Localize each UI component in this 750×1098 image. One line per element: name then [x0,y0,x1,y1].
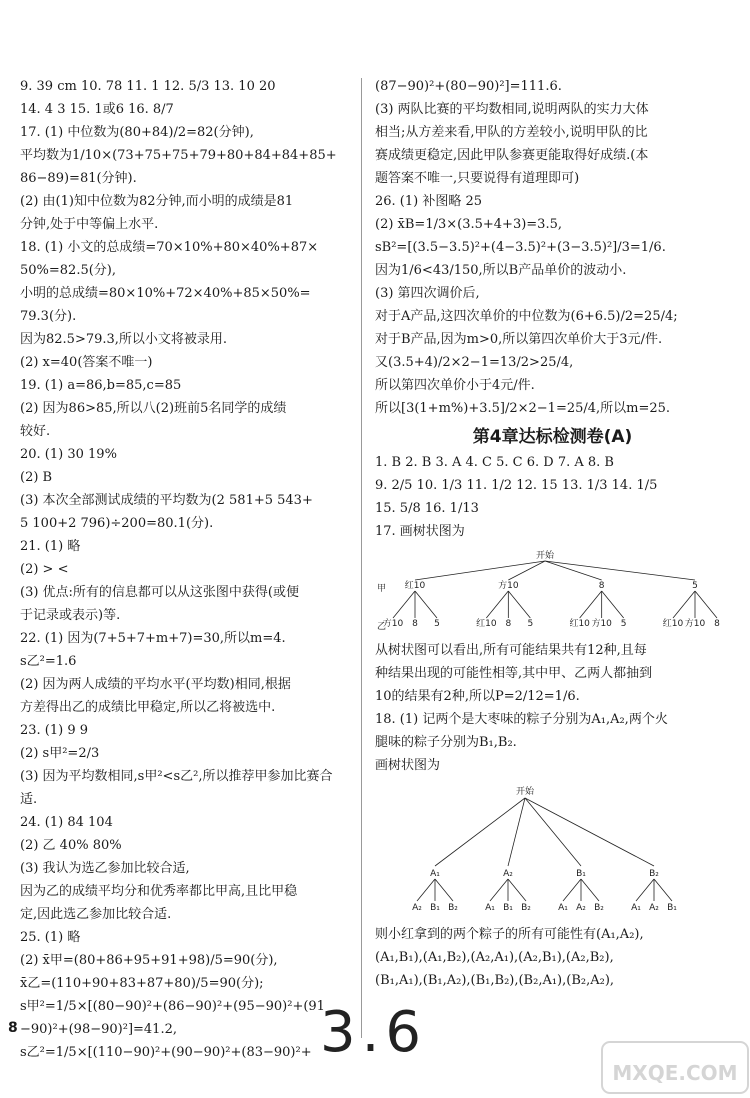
tree1-branch [508,591,530,618]
tree1-leaf: 红10 [662,619,684,629]
tree2-branch [654,879,672,901]
left-line: 较好. [20,424,51,439]
tree1-leaf: 8 [714,619,720,629]
tree1-row-label: 乙 [377,622,387,632]
left-line: (3) 优点:所有的信息都可以从这张图中获得(或便 [20,585,299,600]
tree2-node: A₂ [503,869,513,879]
tree2-branch [563,879,581,901]
tree2-branch [490,879,508,901]
left-line: 因为82.5>79.3,所以小文将被录用. [20,332,228,347]
left-line: (3) 因为平均数相同,s甲²<s乙²,所以推荐甲参加比赛合 [20,769,333,784]
right-after-tree1-line: 腿味的粽子分别为B₁,B₂. [375,735,517,750]
tree2-leaf: B₂ [448,903,458,913]
right-top-line: 所以[3(1+m%)+3.5]/2×2−1=25/4,所以m=25. [375,401,671,416]
left-line: 9. 39 cm 10. 78 11. 1 12. 5/3 13. 10 20 [20,79,276,94]
tree2-leaf: B₁ [667,903,677,913]
tree2-branch [581,879,599,901]
tree1-node: 红10 [404,581,426,591]
tree1-leaf: 8 [505,619,512,629]
left-line: (2) x̄甲=(80+86+95+91+98)/5=90(分), [20,953,278,968]
left-line: (2) s甲²=2/3 [20,746,100,761]
right-top-line: 所以第四次单价小于4元/件. [375,378,535,393]
right-after-tree1-line: 10的结果有2种,所以P=2/12=1/6. [375,689,580,704]
column-divider [361,78,362,1038]
right-top-line: (3) 第四次调价后, [375,286,480,301]
tree1-leaf: 8 [412,619,418,629]
left-line: 平均数为1/10×(73+75+75+79+80+84+84+85+ [20,148,337,163]
right-final-line: (B₁,A₁),(B₁,A₂),(B₁,B₂),(B₂,A₁),(B₂,A₂), [375,973,615,988]
tree1-branch [545,561,695,580]
left-line: 20. (1) 30 19% [20,447,117,462]
left-column [20,78,350,1067]
right-bottom-line: 1. B 2. B 3. A 4. C 5. C 6. D 7. A 8. B [375,455,614,470]
left-line: 50%=82.5(分), [20,263,117,278]
right-top-line: 相当;从方差来看,甲队的方差较小,说明甲队的比 [375,125,648,140]
left-line: 24. (1) 84 104 [20,815,113,830]
tree1-branch [602,591,624,618]
tree1-row-label: 甲 [377,584,387,594]
left-line: (2) 由(1)知中位数为82分钟,而小明的成绩是81 [20,194,294,209]
left-line: 定,因此选乙参加比较合适. [20,907,172,922]
tree1-branch [393,591,415,618]
right-after-tree1-line: 18. (1) 记两个是大枣味的粽子分别为A₁,A₂,两个火 [375,712,668,727]
right-top-line: (3) 两队比赛的平均数相同,说明两队的实力大体 [375,102,649,117]
tree2-leaf: A₁ [631,903,641,913]
left-line: 22. (1) 因为(7+5+7+m+7)=30,所以m=4. [20,631,286,646]
left-line: (3) 我认为选乙参加比较合适, [20,861,190,876]
tree1-node: 方10 [498,581,519,591]
left-line: s甲²=1/5×[(80−90)²+(86−90)²+(95−90)²+(91 [20,999,325,1014]
tree2-leaf: B₂ [594,903,604,913]
tree2-leaf: A₂ [576,903,586,913]
tree1-branch [486,591,508,618]
tree2-leaf: B₁ [430,903,440,913]
handwritten-page-note: 3.6 [320,1000,428,1065]
tree2-leaf: B₂ [521,903,531,913]
right-final-line: (A₁,B₁),(A₁,B₂),(A₂,A₁),(A₂,B₁),(A₂,B₂), [375,950,614,965]
tree-diagram-1 [375,546,720,636]
watermark-text: MXQE.COM [612,1061,738,1085]
left-line: s乙²=1/5×[(110−90)²+(90−90)²+(83−90)²+ [20,1045,312,1060]
right-after-tree1-line: 画树状图为 [375,758,441,773]
tree1-leaf: 方10 [591,619,612,629]
right-top-line: 题答案不唯一,只要说得有道理即可) [375,171,580,186]
tree2-node: B₂ [649,869,659,879]
section-title: 第4章达标检测卷(A) [472,427,633,447]
left-line: (2) 因为两人成绩的平均水平(平均数)相同,根据 [20,677,291,692]
right-top-line: (2) x̄B=1/3×(3.5+4+3)=3.5, [375,217,562,232]
right-top-line: 对于A产品,这四次单价的中位数为(6+6.5)/2=25/4; [375,309,678,324]
tree2-leaf: A₂ [412,903,422,913]
tree2-branch [508,798,525,866]
tree2-branch [636,879,654,901]
tree1-leaf: 红10 [476,619,497,629]
left-line: 86−89)=81(分钟). [20,171,137,186]
left-line: 17. (1) 中位数为(80+84)/2=82(分钟), [20,125,254,140]
tree1-branch [545,561,602,580]
tree1-leaf: 方10 [382,619,404,629]
watermark-logo [600,1040,750,1095]
right-bottom-line: 15. 5/8 16. 1/13 [375,501,479,516]
left-line: (3) 本次全部测试成绩的平均数为(2 581+5 543+ [20,493,313,508]
tree2-leaf: B₁ [503,903,513,913]
tree1-node: 5 [692,581,698,591]
left-line: 79.3(分). [20,309,77,324]
right-top-line: 因为1/6<43/150,所以B产品单价的波动小. [375,263,627,278]
right-top-answers [375,78,730,418]
left-line: (2) 因为86>85,所以八(2)班前5名同学的成绩 [20,401,287,416]
tree1-branch [415,591,437,618]
left-line: 19. (1) a=86,b=85,c=85 [20,378,182,393]
tree1-branch [695,591,717,618]
tree1-leaf: 5 [527,619,534,629]
right-bottom-line: 17. 画树状图为 [375,524,465,539]
right-top-line: 对于B产品,因为m>0,所以第四次单价大于3元/件. [375,332,663,347]
left-line: 于记录或表示)等. [20,608,121,623]
tree1-node: 8 [598,581,605,591]
tree2-leaf: A₁ [558,903,568,913]
left-line: s乙²=1.6 [20,654,77,669]
right-final-line: 则小红拿到的两个粽子的所有可能性有(A₁,A₂), [375,927,644,942]
right-top-line: sB²=[(3.5−3.5)²+(4−3.5)²+(3−3.5)²]/3=1/6. [375,240,666,255]
left-line: −90)²+(98−90)²]=41.2, [20,1022,177,1037]
tree2-branch [525,798,654,866]
tree2-explanation [375,926,730,990]
tree2-branch [435,879,453,901]
left-line: 小明的总成绩=80×10%+72×40%+85×50%= [20,286,311,301]
left-line: (2) x=40(答案不唯一) [20,355,153,370]
left-line: (2) B [20,470,53,485]
left-line: 分钟,处于中等偏上水平. [20,217,159,232]
right-column [375,78,730,995]
left-line: 14. 4 3 15. 1或6 16. 8/7 [20,102,174,117]
tree2-node: B₁ [576,869,586,879]
tree-diagram-2 [375,780,715,920]
tree2-node: A₁ [430,869,440,879]
left-line: 21. (1) 略 [20,539,81,554]
tree1-branch [580,591,602,618]
right-top-line: 又(3.5+4)/2×2−1=13/2>25/4, [375,355,574,370]
tree2-branch [508,879,526,901]
tree2-leaf: A₁ [485,903,495,913]
tree1-leaf: 5 [434,619,440,629]
tree1-explanation [375,642,730,775]
chapter4-answers [375,454,730,541]
page-number: 8 [8,1020,18,1036]
right-top-line: (87−90)²+(80−90)²]=111.6. [375,79,562,94]
left-line: 5 100+2 796)÷200=80.1(分). [20,516,214,531]
right-bottom-line: 9. 2/5 10. 1/3 11. 1/2 12. 15 13. 1/3 14. 1/5 [375,478,658,493]
left-line: 适. [20,792,38,807]
left-line: 因为乙的成绩平均分和优秀率都比甲高,且比甲稳 [20,884,298,899]
tree2-branch [435,798,525,866]
left-line: (2) 乙 40% 80% [20,838,122,853]
right-top-line: 26. (1) 补图略 25 [375,194,483,209]
right-after-tree1-line: 从树状图可以看出,所有可能结果共有12种,且每 [375,643,647,658]
tree1-root: 开始 [535,551,555,561]
tree1-leaf: 5 [620,619,627,629]
left-line: 方差得出乙的成绩比甲稳定,所以乙将被选中. [20,700,276,715]
right-top-line: 赛成绩更稳定,因此甲队参赛更能取得好成绩.(本 [375,148,649,163]
tree2-leaf: A₂ [649,903,659,913]
tree1-branch [673,591,695,618]
tree2-root: 开始 [515,787,535,797]
tree1-leaf: 红10 [569,619,590,629]
tree1-branch [415,561,545,580]
tree2-branch [417,879,435,901]
tree2-branch [525,798,581,866]
left-line: 23. (1) 9 9 [20,723,89,738]
left-line: 25. (1) 略 [20,930,81,945]
tree1-leaf: 方10 [684,619,706,629]
left-line: x̄乙=(110+90+83+87+80)/5=90(分); [20,976,264,991]
right-after-tree1-line: 种结果出现的可能性相等,其中甲、乙两人都抽到 [375,666,653,681]
left-line: (2) > < [20,562,69,577]
left-line: 18. (1) 小文的总成绩=70×10%+80×40%+87× [20,240,319,255]
